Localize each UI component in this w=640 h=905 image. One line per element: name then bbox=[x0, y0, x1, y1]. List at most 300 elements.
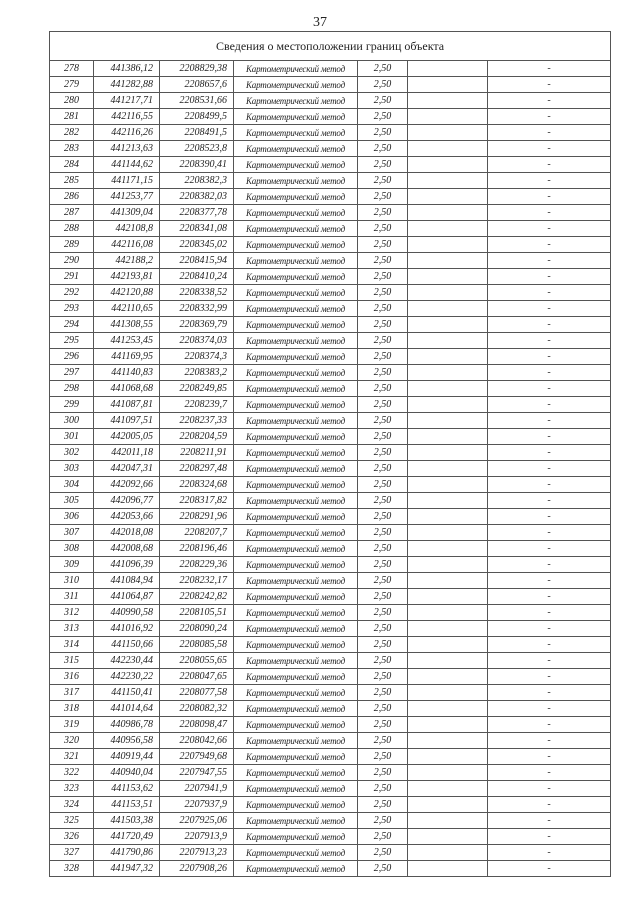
y-coordinate-cell: 2208204,59 bbox=[160, 429, 234, 445]
table-title-cell bbox=[50, 32, 611, 61]
empty-cell bbox=[408, 157, 488, 173]
empty-cell bbox=[408, 621, 488, 637]
method-cell: Картометрический метод bbox=[234, 173, 358, 189]
y-coordinate-cell: 2208332,99 bbox=[160, 301, 234, 317]
description-cell: - bbox=[488, 701, 611, 717]
empty-cell bbox=[408, 349, 488, 365]
table-row bbox=[50, 765, 611, 781]
point-number-cell: 323 bbox=[50, 781, 94, 797]
description-cell: - bbox=[488, 605, 611, 621]
method-cell: Картометрический метод bbox=[234, 301, 358, 317]
x-coordinate-cell: 441309,04 bbox=[94, 205, 160, 221]
accuracy-cell: 2,50 bbox=[358, 797, 408, 813]
x-coordinate-cell: 441096,39 bbox=[94, 557, 160, 573]
method-cell: Картометрический метод bbox=[234, 589, 358, 605]
method-cell: Картометрический метод bbox=[234, 525, 358, 541]
table-row bbox=[50, 381, 611, 397]
accuracy-cell: 2,50 bbox=[358, 317, 408, 333]
empty-cell bbox=[408, 381, 488, 397]
accuracy-cell: 2,50 bbox=[358, 637, 408, 653]
empty-cell bbox=[408, 573, 488, 589]
empty-cell bbox=[408, 77, 488, 93]
y-coordinate-cell: 2208369,79 bbox=[160, 317, 234, 333]
accuracy-cell: 2,50 bbox=[358, 397, 408, 413]
table-row bbox=[50, 797, 611, 813]
method-cell: Картометрический метод bbox=[234, 77, 358, 93]
point-number-cell: 308 bbox=[50, 541, 94, 557]
y-coordinate-cell: 2208098,47 bbox=[160, 717, 234, 733]
point-number-cell: 296 bbox=[50, 349, 94, 365]
method-cell: Картометрический метод bbox=[234, 413, 358, 429]
empty-cell bbox=[408, 237, 488, 253]
point-number-cell: 279 bbox=[50, 77, 94, 93]
y-coordinate-cell: 2208410,24 bbox=[160, 269, 234, 285]
method-cell: Картометрический метод bbox=[234, 317, 358, 333]
empty-cell bbox=[408, 221, 488, 237]
accuracy-cell: 2,50 bbox=[358, 141, 408, 157]
empty-cell bbox=[408, 685, 488, 701]
description-cell: - bbox=[488, 397, 611, 413]
description-cell: - bbox=[488, 861, 611, 877]
point-number-cell: 302 bbox=[50, 445, 94, 461]
x-coordinate-cell: 441503,38 bbox=[94, 813, 160, 829]
accuracy-cell: 2,50 bbox=[358, 237, 408, 253]
accuracy-cell: 2,50 bbox=[358, 445, 408, 461]
point-number-cell: 290 bbox=[50, 253, 94, 269]
y-coordinate-cell: 2208374,03 bbox=[160, 333, 234, 349]
description-cell: - bbox=[488, 733, 611, 749]
y-coordinate-cell: 2208338,52 bbox=[160, 285, 234, 301]
point-number-cell: 324 bbox=[50, 797, 94, 813]
description-cell: - bbox=[488, 413, 611, 429]
point-number-cell: 315 bbox=[50, 653, 94, 669]
method-cell: Картометрический метод bbox=[234, 397, 358, 413]
point-number-cell: 278 bbox=[50, 61, 94, 77]
empty-cell bbox=[408, 333, 488, 349]
y-coordinate-cell: 2208523,8 bbox=[160, 141, 234, 157]
x-coordinate-cell: 441084,94 bbox=[94, 573, 160, 589]
empty-cell bbox=[408, 781, 488, 797]
y-coordinate-cell: 2208297,48 bbox=[160, 461, 234, 477]
x-coordinate-cell: 441386,12 bbox=[94, 61, 160, 77]
x-coordinate-cell: 441171,15 bbox=[94, 173, 160, 189]
empty-cell bbox=[408, 733, 488, 749]
description-cell: - bbox=[488, 637, 611, 653]
table-row bbox=[50, 269, 611, 285]
y-coordinate-cell: 2208042,66 bbox=[160, 733, 234, 749]
x-coordinate-cell: 441144,62 bbox=[94, 157, 160, 173]
method-cell: Картометрический метод bbox=[234, 765, 358, 781]
empty-cell bbox=[408, 605, 488, 621]
method-cell: Картометрический метод bbox=[234, 797, 358, 813]
x-coordinate-cell: 441014,64 bbox=[94, 701, 160, 717]
x-coordinate-cell: 442116,55 bbox=[94, 109, 160, 125]
point-number-cell: 297 bbox=[50, 365, 94, 381]
y-coordinate-cell: 2208657,6 bbox=[160, 77, 234, 93]
table-row bbox=[50, 477, 611, 493]
method-cell: Картометрический метод bbox=[234, 125, 358, 141]
accuracy-cell: 2,50 bbox=[358, 781, 408, 797]
y-coordinate-cell: 2208047,65 bbox=[160, 669, 234, 685]
x-coordinate-cell: 441150,41 bbox=[94, 685, 160, 701]
method-cell: Картометрический метод bbox=[234, 157, 358, 173]
y-coordinate-cell: 2208237,33 bbox=[160, 413, 234, 429]
accuracy-cell: 2,50 bbox=[358, 429, 408, 445]
x-coordinate-cell: 441790,86 bbox=[94, 845, 160, 861]
accuracy-cell: 2,50 bbox=[358, 301, 408, 317]
description-cell: - bbox=[488, 301, 611, 317]
empty-cell bbox=[408, 205, 488, 221]
method-cell: Картометрический метод bbox=[234, 237, 358, 253]
description-cell: - bbox=[488, 365, 611, 381]
x-coordinate-cell: 442108,8 bbox=[94, 221, 160, 237]
x-coordinate-cell: 441064,87 bbox=[94, 589, 160, 605]
empty-cell bbox=[408, 413, 488, 429]
table-row bbox=[50, 397, 611, 413]
table-row bbox=[50, 157, 611, 173]
x-coordinate-cell: 441169,95 bbox=[94, 349, 160, 365]
x-coordinate-cell: 442053,66 bbox=[94, 509, 160, 525]
x-coordinate-cell: 441947,32 bbox=[94, 861, 160, 877]
y-coordinate-cell: 2208382,3 bbox=[160, 173, 234, 189]
method-cell: Картометрический метод bbox=[234, 333, 358, 349]
table-row bbox=[50, 621, 611, 637]
empty-cell bbox=[408, 829, 488, 845]
accuracy-cell: 2,50 bbox=[358, 861, 408, 877]
table-row bbox=[50, 861, 611, 877]
x-coordinate-cell: 442116,26 bbox=[94, 125, 160, 141]
accuracy-cell: 2,50 bbox=[358, 477, 408, 493]
description-cell: - bbox=[488, 269, 611, 285]
x-coordinate-cell: 441282,88 bbox=[94, 77, 160, 93]
table-row bbox=[50, 349, 611, 365]
x-coordinate-cell: 441253,77 bbox=[94, 189, 160, 205]
empty-cell bbox=[408, 637, 488, 653]
table-row bbox=[50, 61, 611, 77]
empty-cell bbox=[408, 493, 488, 509]
description-cell: - bbox=[488, 525, 611, 541]
x-coordinate-cell: 442011,18 bbox=[94, 445, 160, 461]
description-cell: - bbox=[488, 765, 611, 781]
table-row bbox=[50, 93, 611, 109]
point-number-cell: 314 bbox=[50, 637, 94, 653]
y-coordinate-cell: 2208249,85 bbox=[160, 381, 234, 397]
table-row bbox=[50, 685, 611, 701]
boundary-table bbox=[49, 31, 611, 877]
accuracy-cell: 2,50 bbox=[358, 605, 408, 621]
method-cell: Картометрический метод bbox=[234, 781, 358, 797]
accuracy-cell: 2,50 bbox=[358, 829, 408, 845]
y-coordinate-cell: 2207925,06 bbox=[160, 813, 234, 829]
y-coordinate-cell: 2208211,91 bbox=[160, 445, 234, 461]
accuracy-cell: 2,50 bbox=[358, 77, 408, 93]
description-cell: - bbox=[488, 189, 611, 205]
description-cell: - bbox=[488, 781, 611, 797]
x-coordinate-cell: 440940,04 bbox=[94, 765, 160, 781]
method-cell: Картометрический метод bbox=[234, 509, 358, 525]
empty-cell bbox=[408, 173, 488, 189]
accuracy-cell: 2,50 bbox=[358, 845, 408, 861]
empty-cell bbox=[408, 365, 488, 381]
y-coordinate-cell: 2207949,68 bbox=[160, 749, 234, 765]
accuracy-cell: 2,50 bbox=[358, 733, 408, 749]
description-cell: - bbox=[488, 333, 611, 349]
y-coordinate-cell: 2208055,65 bbox=[160, 653, 234, 669]
method-cell: Картометрический метод bbox=[234, 189, 358, 205]
method-cell: Картометрический метод bbox=[234, 557, 358, 573]
empty-cell bbox=[408, 653, 488, 669]
description-cell: - bbox=[488, 797, 611, 813]
x-coordinate-cell: 441153,51 bbox=[94, 797, 160, 813]
method-cell: Картометрический метод bbox=[234, 93, 358, 109]
point-number-cell: 309 bbox=[50, 557, 94, 573]
table-row bbox=[50, 445, 611, 461]
x-coordinate-cell: 442047,31 bbox=[94, 461, 160, 477]
method-cell: Картометрический метод bbox=[234, 685, 358, 701]
accuracy-cell: 2,50 bbox=[358, 125, 408, 141]
point-number-cell: 322 bbox=[50, 765, 94, 781]
empty-cell bbox=[408, 701, 488, 717]
method-cell: Картометрический метод bbox=[234, 365, 358, 381]
method-cell: Картометрический метод bbox=[234, 205, 358, 221]
description-cell: - bbox=[488, 829, 611, 845]
method-cell: Картометрический метод bbox=[234, 381, 358, 397]
method-cell: Картометрический метод bbox=[234, 861, 358, 877]
accuracy-cell: 2,50 bbox=[358, 221, 408, 237]
method-cell: Картометрический метод bbox=[234, 653, 358, 669]
point-number-cell: 328 bbox=[50, 861, 94, 877]
description-cell: - bbox=[488, 477, 611, 493]
empty-cell bbox=[408, 541, 488, 557]
table-title-row bbox=[50, 32, 611, 61]
point-number-cell: 305 bbox=[50, 493, 94, 509]
y-coordinate-cell: 2208090,24 bbox=[160, 621, 234, 637]
table-row bbox=[50, 317, 611, 333]
x-coordinate-cell: 441217,71 bbox=[94, 93, 160, 109]
accuracy-cell: 2,50 bbox=[358, 669, 408, 685]
table-row bbox=[50, 541, 611, 557]
table-row bbox=[50, 205, 611, 221]
empty-cell bbox=[408, 317, 488, 333]
description-cell: - bbox=[488, 429, 611, 445]
description-cell: - bbox=[488, 205, 611, 221]
y-coordinate-cell: 2207941,9 bbox=[160, 781, 234, 797]
point-number-cell: 307 bbox=[50, 525, 94, 541]
x-coordinate-cell: 442230,44 bbox=[94, 653, 160, 669]
method-cell: Картометрический метод bbox=[234, 141, 358, 157]
accuracy-cell: 2,50 bbox=[358, 93, 408, 109]
accuracy-cell: 2,50 bbox=[358, 557, 408, 573]
empty-cell bbox=[408, 557, 488, 573]
description-cell: - bbox=[488, 621, 611, 637]
description-cell: - bbox=[488, 717, 611, 733]
table-row bbox=[50, 333, 611, 349]
method-cell: Картометрический метод bbox=[234, 573, 358, 589]
description-cell: - bbox=[488, 93, 611, 109]
empty-cell bbox=[408, 461, 488, 477]
table-row bbox=[50, 829, 611, 845]
table-row bbox=[50, 493, 611, 509]
x-coordinate-cell: 442230,22 bbox=[94, 669, 160, 685]
y-coordinate-cell: 2208499,5 bbox=[160, 109, 234, 125]
x-coordinate-cell: 442120,88 bbox=[94, 285, 160, 301]
y-coordinate-cell: 2208229,36 bbox=[160, 557, 234, 573]
point-number-cell: 316 bbox=[50, 669, 94, 685]
method-cell: Картометрический метод bbox=[234, 477, 358, 493]
point-number-cell: 295 bbox=[50, 333, 94, 349]
y-coordinate-cell: 2207913,9 bbox=[160, 829, 234, 845]
y-coordinate-cell: 2208232,17 bbox=[160, 573, 234, 589]
empty-cell bbox=[408, 589, 488, 605]
point-number-cell: 289 bbox=[50, 237, 94, 253]
table-row bbox=[50, 525, 611, 541]
description-cell: - bbox=[488, 557, 611, 573]
accuracy-cell: 2,50 bbox=[358, 573, 408, 589]
accuracy-cell: 2,50 bbox=[358, 381, 408, 397]
point-number-cell: 321 bbox=[50, 749, 94, 765]
y-coordinate-cell: 2208531,66 bbox=[160, 93, 234, 109]
x-coordinate-cell: 441720,49 bbox=[94, 829, 160, 845]
description-cell: - bbox=[488, 749, 611, 765]
x-coordinate-cell: 441253,45 bbox=[94, 333, 160, 349]
point-number-cell: 294 bbox=[50, 317, 94, 333]
table-row bbox=[50, 653, 611, 669]
method-cell: Картометрический метод bbox=[234, 813, 358, 829]
point-number-cell: 310 bbox=[50, 573, 94, 589]
empty-cell bbox=[408, 141, 488, 157]
description-cell: - bbox=[488, 349, 611, 365]
empty-cell bbox=[408, 861, 488, 877]
accuracy-cell: 2,50 bbox=[358, 253, 408, 269]
y-coordinate-cell: 2208383,2 bbox=[160, 365, 234, 381]
x-coordinate-cell: 441213,63 bbox=[94, 141, 160, 157]
point-number-cell: 282 bbox=[50, 125, 94, 141]
x-coordinate-cell: 441153,62 bbox=[94, 781, 160, 797]
x-coordinate-cell: 441097,51 bbox=[94, 413, 160, 429]
x-coordinate-cell: 442018,08 bbox=[94, 525, 160, 541]
table-row bbox=[50, 141, 611, 157]
description-cell: - bbox=[488, 317, 611, 333]
y-coordinate-cell: 2208491,5 bbox=[160, 125, 234, 141]
y-coordinate-cell: 2208382,03 bbox=[160, 189, 234, 205]
x-coordinate-cell: 440919,44 bbox=[94, 749, 160, 765]
description-cell: - bbox=[488, 173, 611, 189]
accuracy-cell: 2,50 bbox=[358, 349, 408, 365]
y-coordinate-cell: 2208291,96 bbox=[160, 509, 234, 525]
method-cell: Картометрический метод bbox=[234, 845, 358, 861]
method-cell: Картометрический метод bbox=[234, 701, 358, 717]
method-cell: Картометрический метод bbox=[234, 541, 358, 557]
accuracy-cell: 2,50 bbox=[358, 189, 408, 205]
accuracy-cell: 2,50 bbox=[358, 813, 408, 829]
method-cell: Картометрический метод bbox=[234, 269, 358, 285]
description-cell: - bbox=[488, 125, 611, 141]
empty-cell bbox=[408, 717, 488, 733]
point-number-cell: 320 bbox=[50, 733, 94, 749]
point-number-cell: 293 bbox=[50, 301, 94, 317]
point-number-cell: 280 bbox=[50, 93, 94, 109]
table-row bbox=[50, 573, 611, 589]
accuracy-cell: 2,50 bbox=[358, 541, 408, 557]
x-coordinate-cell: 440990,58 bbox=[94, 605, 160, 621]
point-number-cell: 292 bbox=[50, 285, 94, 301]
description-cell: - bbox=[488, 61, 611, 77]
method-cell: Картометрический метод bbox=[234, 461, 358, 477]
table-row bbox=[50, 237, 611, 253]
description-cell: - bbox=[488, 141, 611, 157]
y-coordinate-cell: 2207908,26 bbox=[160, 861, 234, 877]
table-row bbox=[50, 365, 611, 381]
x-coordinate-cell: 442092,66 bbox=[94, 477, 160, 493]
empty-cell bbox=[408, 125, 488, 141]
x-coordinate-cell: 442188,2 bbox=[94, 253, 160, 269]
y-coordinate-cell: 2208105,51 bbox=[160, 605, 234, 621]
empty-cell bbox=[408, 253, 488, 269]
point-number-cell: 281 bbox=[50, 109, 94, 125]
empty-cell bbox=[408, 509, 488, 525]
empty-cell bbox=[408, 525, 488, 541]
table-row bbox=[50, 413, 611, 429]
y-coordinate-cell: 2208242,82 bbox=[160, 589, 234, 605]
description-cell: - bbox=[488, 381, 611, 397]
point-number-cell: 317 bbox=[50, 685, 94, 701]
table-row bbox=[50, 125, 611, 141]
point-number-cell: 303 bbox=[50, 461, 94, 477]
x-coordinate-cell: 442008,68 bbox=[94, 541, 160, 557]
point-number-cell: 313 bbox=[50, 621, 94, 637]
method-cell: Картометрический метод bbox=[234, 445, 358, 461]
point-number-cell: 304 bbox=[50, 477, 94, 493]
y-coordinate-cell: 2208374,3 bbox=[160, 349, 234, 365]
description-cell: - bbox=[488, 669, 611, 685]
y-coordinate-cell: 2207937,9 bbox=[160, 797, 234, 813]
method-cell: Картометрический метод bbox=[234, 605, 358, 621]
x-coordinate-cell: 441308,55 bbox=[94, 317, 160, 333]
point-number-cell: 286 bbox=[50, 189, 94, 205]
point-number-cell: 325 bbox=[50, 813, 94, 829]
table-row bbox=[50, 589, 611, 605]
empty-cell bbox=[408, 397, 488, 413]
accuracy-cell: 2,50 bbox=[358, 413, 408, 429]
table-row bbox=[50, 637, 611, 653]
x-coordinate-cell: 442116,08 bbox=[94, 237, 160, 253]
accuracy-cell: 2,50 bbox=[358, 269, 408, 285]
method-cell: Картометрический метод bbox=[234, 61, 358, 77]
table-row bbox=[50, 669, 611, 685]
description-cell: - bbox=[488, 653, 611, 669]
description-cell: - bbox=[488, 109, 611, 125]
table-row bbox=[50, 813, 611, 829]
point-number-cell: 284 bbox=[50, 157, 94, 173]
table-row bbox=[50, 605, 611, 621]
description-cell: - bbox=[488, 509, 611, 525]
description-cell: - bbox=[488, 77, 611, 93]
method-cell: Картометрический метод bbox=[234, 349, 358, 365]
x-coordinate-cell: 442110,65 bbox=[94, 301, 160, 317]
description-cell: - bbox=[488, 461, 611, 477]
accuracy-cell: 2,50 bbox=[358, 109, 408, 125]
accuracy-cell: 2,50 bbox=[358, 685, 408, 701]
accuracy-cell: 2,50 bbox=[358, 205, 408, 221]
empty-cell bbox=[408, 285, 488, 301]
accuracy-cell: 2,50 bbox=[358, 749, 408, 765]
y-coordinate-cell: 2208377,78 bbox=[160, 205, 234, 221]
table-row bbox=[50, 189, 611, 205]
x-coordinate-cell: 440986,78 bbox=[94, 717, 160, 733]
method-cell: Картометрический метод bbox=[234, 733, 358, 749]
point-number-cell: 311 bbox=[50, 589, 94, 605]
point-number-cell: 306 bbox=[50, 509, 94, 525]
